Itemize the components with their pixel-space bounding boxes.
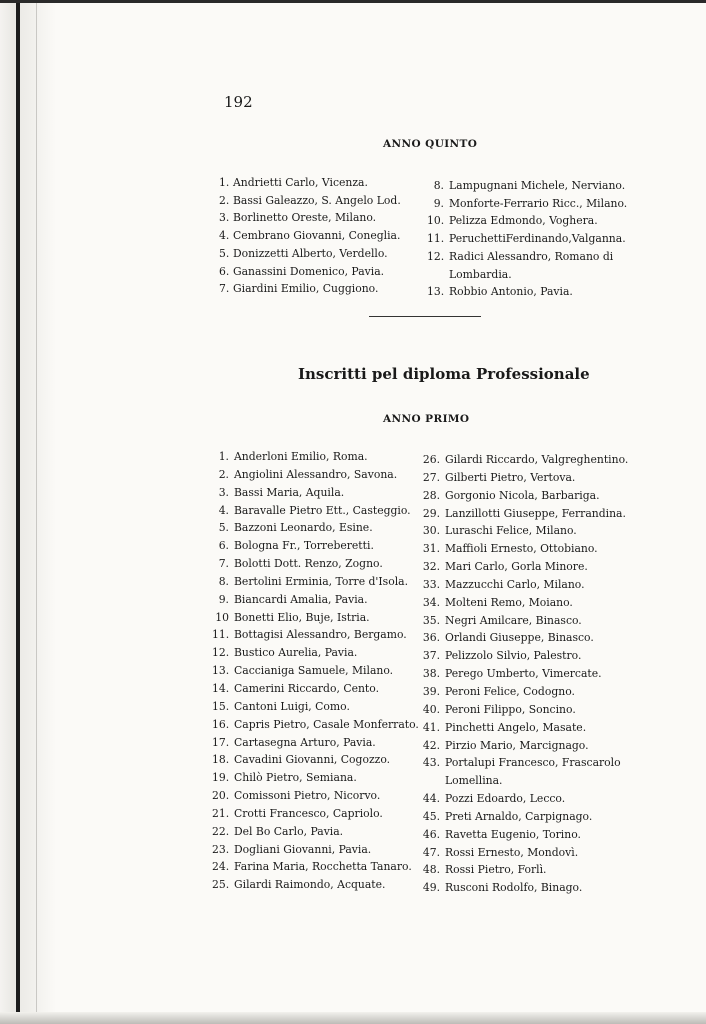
item-text: Bottagisi Alessandro, Bergamo. [234, 628, 407, 642]
item-text: Cembrano Giovanni, Coneglia. [233, 229, 401, 243]
list-item [219, 174, 401, 192]
list-item [212, 573, 419, 591]
list-item [212, 698, 419, 716]
item-number: 23. [212, 842, 230, 856]
item-text: Rossi Ernesto, Mondovì. [445, 845, 579, 859]
anno-quinto-left-list [219, 174, 401, 298]
item-number: 4. [219, 229, 230, 243]
list-item [212, 716, 419, 734]
list-item [427, 195, 627, 213]
list-item [422, 826, 628, 844]
list-item [212, 626, 419, 644]
item-text: Pirzio Mario, Marcignago. [445, 738, 589, 752]
list-item [422, 861, 628, 879]
item-number: 41. [422, 720, 440, 734]
item-text: Pelizza Edmondo, Voghera. [449, 214, 598, 228]
item-text: Borlinetto Oreste, Milano. [233, 211, 377, 225]
list-item [422, 487, 628, 505]
item-number: 30. [422, 524, 440, 538]
item-number: 14. [212, 681, 230, 695]
item-number: 6. [219, 264, 230, 278]
item-number: 8. [433, 179, 444, 192]
list-item [422, 790, 628, 808]
page-top-edge [0, 0, 706, 3]
item-text: Orlandi Giuseppe, Binasco. [445, 631, 594, 645]
item-text: Pozzi Edoardo, Lecco. [445, 792, 566, 806]
list-item [212, 805, 419, 823]
list-item [422, 451, 628, 469]
item-number: 10. [427, 214, 445, 228]
item-number: 15. [212, 699, 230, 713]
item-number: 39. [422, 684, 440, 698]
list-item [212, 662, 419, 680]
item-text: Lanzillotti Giuseppe, Ferrandina. [445, 506, 626, 520]
item-text: Rossi Pietro, Forlì. [445, 863, 547, 877]
item-text: Bustico Aurelia, Pavia. [234, 646, 358, 660]
list-item [212, 823, 419, 841]
item-number: 12. [212, 646, 230, 660]
list-item [422, 647, 628, 665]
item-text: Farina Maria, Rocchetta Tanaro. [234, 860, 412, 874]
item-text-continuation: Lomellina. [445, 774, 503, 788]
item-number: 43. [422, 756, 440, 770]
list-item [422, 612, 628, 630]
list-item [422, 629, 628, 647]
item-text: Ganassini Domenico, Pavia. [233, 264, 385, 278]
item-text: Andrietti Carlo, Vicenza. [233, 176, 368, 189]
item-text: Gilardi Riccardo, Valgreghentino. [445, 453, 629, 466]
item-text: PeruchettiFerdinando,Valganna. [449, 232, 626, 246]
item-number: 42. [422, 738, 440, 752]
item-number: 13. [212, 664, 230, 678]
item-number: 17. [212, 735, 230, 749]
item-text: Biancardi Amalia, Pavia. [234, 592, 368, 606]
list-item [422, 558, 628, 576]
item-number: 44. [422, 792, 440, 806]
anno-primo-right-list [422, 451, 628, 897]
list-item [427, 212, 627, 230]
item-number: 4. [218, 503, 229, 517]
item-number: 34. [422, 595, 440, 609]
item-number: 33. [422, 577, 440, 591]
item-text: Gilberti Pietro, Vertova. [445, 470, 576, 484]
item-number: 47. [422, 845, 440, 859]
item-text: Gorgonio Nicola, Barbariga. [445, 488, 600, 502]
item-number: 25. [212, 878, 230, 892]
list-item [212, 502, 419, 520]
item-text: Bologna Fr., Torreberetti. [234, 539, 374, 553]
item-text: Molteni Remo, Moiano. [445, 595, 573, 609]
item-number: 38. [422, 667, 440, 681]
item-number: 9. [433, 196, 444, 210]
item-text: Bassi Maria, Aquila. [234, 485, 345, 499]
item-number: 6. [218, 539, 229, 553]
item-number: 22. [212, 824, 230, 838]
list-item [422, 844, 628, 862]
item-text: Dogliani Giovanni, Pavia. [234, 842, 372, 856]
item-text: Crotti Francesco, Capriolo. [234, 806, 383, 820]
item-text: Peroni Felice, Codogno. [445, 684, 575, 698]
item-text: Luraschi Felice, Milano. [445, 524, 577, 538]
list-item [422, 505, 628, 523]
list-item [219, 245, 401, 263]
list-item [212, 751, 419, 769]
item-text: Bazzoni Leonardo, Esine. [234, 521, 373, 535]
list-item [212, 609, 419, 627]
item-text: Lampugnani Michele, Nerviano. [449, 179, 626, 192]
item-number: 9. [218, 592, 229, 606]
list-item [219, 263, 401, 281]
item-number: 46. [422, 827, 440, 841]
item-text: Portalupi Francesco, Frascarolo [445, 756, 621, 770]
item-text: Preti Arnaldo, Carpignago. [445, 809, 593, 823]
item-text: Capris Pietro, Casale Monferrato. [234, 717, 419, 731]
item-text: Bolotti Dott. Renzo, Zogno. [234, 557, 383, 571]
item-text: Bertolini Erminia, Torre d'Isola. [234, 574, 409, 588]
list-item [212, 591, 419, 609]
list-item [422, 665, 628, 683]
item-number: 48. [422, 863, 440, 877]
item-text: Mazzucchi Carlo, Milano. [445, 577, 585, 591]
item-number: 2. [219, 193, 230, 207]
item-text: Camerini Riccardo, Cento. [234, 681, 380, 695]
item-number: 18. [212, 753, 230, 767]
item-text: Chilò Pietro, Semiana. [234, 771, 357, 785]
list-item [212, 787, 419, 805]
item-text: Caccianiga Samuele, Milano. [234, 664, 394, 678]
item-number: 3. [218, 485, 229, 499]
item-number: 7. [218, 557, 229, 571]
item-number: 29. [422, 506, 440, 520]
item-number: 28. [422, 488, 440, 502]
page-number: 192 [224, 93, 253, 111]
list-item [212, 519, 419, 537]
item-number: 1. [218, 450, 229, 463]
item-number: 16. [212, 717, 230, 731]
item-number: 21. [212, 806, 230, 820]
list-item [212, 644, 419, 662]
item-number: 1. [219, 176, 230, 189]
list-item [212, 537, 419, 555]
item-text: Peroni Filippo, Soncino. [445, 702, 576, 716]
anno-quinto-right-list [427, 177, 627, 301]
item-number: 36. [422, 631, 440, 645]
section-divider [369, 316, 481, 317]
item-text: Pinchetti Angelo, Masate. [445, 720, 587, 734]
item-text: Ravetta Eugenio, Torino. [445, 827, 581, 841]
item-text-continuation: Lombardia. [449, 267, 512, 281]
item-number: 11. [427, 232, 445, 246]
page-binding [0, 0, 56, 1024]
item-text: Mari Carlo, Gorla Minore. [445, 560, 588, 574]
item-text: Angiolini Alessandro, Savona. [234, 467, 398, 481]
item-text: Monforte-Ferrario Ricc., Milano. [449, 196, 628, 210]
item-number: 3. [219, 211, 230, 225]
item-text: Bonetti Elio, Buje, Istria. [234, 610, 370, 624]
page-bottom-edge [0, 1012, 706, 1024]
item-number: 5. [218, 521, 229, 535]
list-item [212, 841, 419, 859]
list-item [422, 522, 628, 540]
list-item [219, 192, 401, 210]
item-number: 2. [218, 467, 229, 481]
binding-shadow-line [16, 0, 20, 1024]
anno-primo-heading: ANNO PRIMO [383, 413, 470, 425]
list-item [212, 466, 419, 484]
item-text: Del Bo Carlo, Pavia. [234, 824, 344, 838]
list-item-continuation [427, 266, 627, 284]
list-item [422, 719, 628, 737]
item-number: 45. [422, 809, 440, 823]
item-text: Baravalle Pietro Ett., Casteggio. [234, 503, 411, 517]
item-number: 32. [422, 560, 440, 574]
item-text: Gilardi Raimondo, Acquate. [234, 878, 386, 892]
list-item-continuation [422, 772, 628, 790]
list-item [422, 540, 628, 558]
list-item [422, 469, 628, 487]
item-text: Pelizzolo Silvio, Palestro. [445, 649, 582, 663]
item-text: Giardini Emilio, Cuggiono. [233, 282, 379, 296]
list-item [212, 484, 419, 502]
list-item [422, 737, 628, 755]
item-number: 7. [219, 282, 230, 296]
list-item [212, 680, 419, 698]
item-number: 19. [212, 771, 230, 785]
item-text: Cavadini Giovanni, Cogozzo. [234, 753, 391, 767]
list-item [427, 177, 627, 195]
list-item [422, 808, 628, 826]
list-item [427, 248, 627, 266]
item-text: Robbio Antonio, Pavia. [449, 285, 573, 299]
item-number: 40. [422, 702, 440, 716]
item-number: 11. [212, 628, 230, 642]
item-number: 10 [215, 610, 229, 624]
list-item [219, 209, 401, 227]
list-item [422, 754, 628, 772]
list-item [212, 555, 419, 573]
item-text: Negri Amilcare, Binasco. [445, 613, 582, 627]
list-item [422, 683, 628, 701]
list-item [212, 769, 419, 787]
item-text: Comissoni Pietro, Nicorvo. [234, 789, 381, 803]
item-number: 31. [422, 542, 440, 556]
item-text: Maffioli Ernesto, Ottobiano. [445, 542, 598, 556]
binding-fold-line [36, 0, 37, 1024]
item-number: 37. [422, 649, 440, 663]
item-text: Cartasegna Arturo, Pavia. [234, 735, 376, 749]
item-text: Rusconi Rodolfo, Binago. [445, 881, 583, 895]
item-text: Anderloni Emilio, Roma. [234, 450, 368, 463]
item-number: 12. [427, 249, 445, 263]
list-item [212, 734, 419, 752]
list-item [219, 280, 401, 298]
list-item [422, 576, 628, 594]
list-item [427, 283, 627, 301]
item-text: Cantoni Luigi, Como. [234, 699, 350, 713]
section-title: Inscritti pel diploma Professionale [298, 365, 590, 383]
list-item [212, 876, 419, 894]
item-number: 49. [422, 881, 440, 895]
list-item [219, 227, 401, 245]
list-item [422, 701, 628, 719]
item-number: 27. [422, 470, 440, 484]
item-text: Donizzetti Alberto, Verdello. [233, 246, 388, 260]
item-text: Radici Alessandro, Romano di [449, 249, 614, 263]
list-item [422, 879, 628, 897]
item-text: Perego Umberto, Vimercate. [445, 667, 602, 681]
item-number: 24. [212, 860, 230, 874]
item-number: 5. [219, 246, 230, 260]
item-text: Bassi Galeazzo, S. Angelo Lod. [233, 193, 401, 207]
item-number: 20. [212, 789, 230, 803]
list-item [427, 230, 627, 248]
anno-quinto-heading: ANNO QUINTO [383, 138, 478, 150]
list-item [422, 594, 628, 612]
item-number: 35. [422, 613, 440, 627]
list-item [212, 448, 419, 466]
anno-primo-left-list [212, 448, 419, 894]
item-number: 13. [427, 285, 445, 299]
item-number: 26. [422, 453, 440, 466]
item-number: 8. [218, 574, 229, 588]
list-item [212, 858, 419, 876]
